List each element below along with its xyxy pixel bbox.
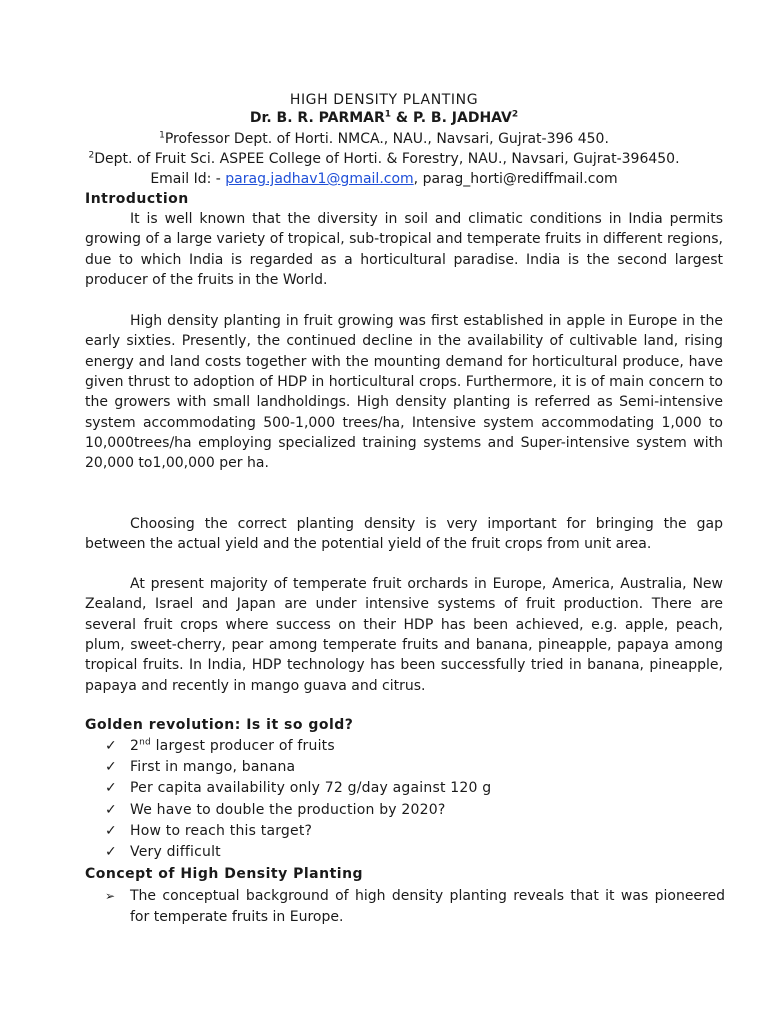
author-line xyxy=(0,108,768,128)
check-icon: ✓ xyxy=(105,759,117,776)
document-title: HIGH DENSITY PLANTING xyxy=(289,92,479,108)
author-1-superscript: 1 xyxy=(384,109,392,120)
intro-paragraph-2: High density planting in fruit growing was first established in apple in Europe in the early sixties. Presently, the continued decline in the availability of cultivable land, rising energy and land costs together with the mounting demand for horticultural produce, have given thrust to adoption of HDP in horticultural crops. Furthermore, it is of main concern to the growers with small landholdings. High density planting is referred as Semi-intensive system accommodating 500-1,000 trees/ha, Intensive system accommodating 1,000 to 10,000trees/ha employing specialized training systems and Super-intensive system with 20,000 to1,00,000 per ha. xyxy=(85,313,723,472)
check-icon: ✓ xyxy=(105,843,117,860)
item-text: We have to double the production by 2020? xyxy=(130,801,446,818)
item-text: How to reach this target? xyxy=(130,822,313,839)
affiliation-2 xyxy=(0,149,768,169)
affiliation-1-text: Professor Dept. of Horti. NMCA., NAU., Navsari, Gujrat-396 450. xyxy=(164,131,609,147)
check-icon: ✓ xyxy=(105,822,117,839)
list-item xyxy=(85,886,725,927)
intro-paragraph-4: At present majority of temperate fruit orchards in Europe, America, Australia, New Zealand, Israel and Japan are under intensive systems of fruit production. There are several fruit crops where success on their HDP has been achieved, e.g. apple, peach, plum, sweet-cherry, pear among temperate fruits and banana, pineapple, papaya among tropical fruits. In India, HDP technology has been successfully tried in banana, pineapple, papaya and recently in mango guava and citrus. xyxy=(85,576,723,694)
intro-paragraph-3: Choosing the correct planting density is very important for bringing the gap between the actual yield and the potential yield of the fruit crops from unit area. xyxy=(85,516,723,553)
email-label: Email Id: - xyxy=(150,171,226,187)
item-text: Very difficult xyxy=(130,843,221,860)
author-joiner: & xyxy=(391,110,414,126)
check-icon: ✓ xyxy=(105,738,117,754)
concept-list xyxy=(85,886,725,927)
list-item xyxy=(85,821,725,842)
list-item xyxy=(85,778,725,799)
concept-heading: Concept of High Density Planting xyxy=(85,866,364,882)
list-item xyxy=(85,842,725,863)
arrow-bullet-icon: ➢ xyxy=(105,889,116,903)
check-icon: ✓ xyxy=(105,801,117,818)
affiliation-1-superscript: 1 xyxy=(159,130,165,141)
list-item xyxy=(85,800,725,821)
email-line xyxy=(0,169,768,189)
item-text-prefix: 2 xyxy=(130,738,140,754)
item-text: First in mango, banana xyxy=(130,759,296,776)
item-text: The conceptual background of high density planting reveals that it was pioneered for temperate fruits in Europe. xyxy=(130,888,725,925)
author-2: P. B. JADHAV xyxy=(413,110,512,126)
check-icon: ✓ xyxy=(105,780,117,797)
item-text: Per capita availability only 72 g/day against 120 g xyxy=(130,780,492,797)
list-item xyxy=(85,757,725,778)
affiliation-2-text: Dept. of Fruit Sci. ASPEE College of Horti. & Forestry, NAU., Navsari, Gujrat-396450. xyxy=(94,151,680,167)
golden-revolution-heading: Golden revolution: Is it so gold? xyxy=(85,717,354,733)
author-1: Dr. B. R. PARMAR xyxy=(249,110,385,126)
introduction-heading: Introduction xyxy=(85,191,189,207)
item-text: largest producer of fruits xyxy=(150,738,335,754)
email-link[interactable]: parag.jadhav1@gmail.com xyxy=(225,171,414,187)
affiliation-2-superscript: 2 xyxy=(88,150,95,161)
golden-revolution-list xyxy=(85,736,725,863)
affiliation-1 xyxy=(0,129,768,149)
list-item xyxy=(85,736,725,757)
author-2-superscript: 2 xyxy=(511,109,519,120)
email-rest: , parag_horti@rediffmail.com xyxy=(413,171,618,187)
intro-paragraph-1: It is well known that the diversity in soil and climatic conditions in India permits growing of a large variety of tropical, sub-tropical and temperate fruits in different regions, due to which India is regarded as a horticultural paradise. India is the second largest producer of the fruits in the World. xyxy=(85,211,723,289)
item-superscript: nd xyxy=(139,737,151,748)
